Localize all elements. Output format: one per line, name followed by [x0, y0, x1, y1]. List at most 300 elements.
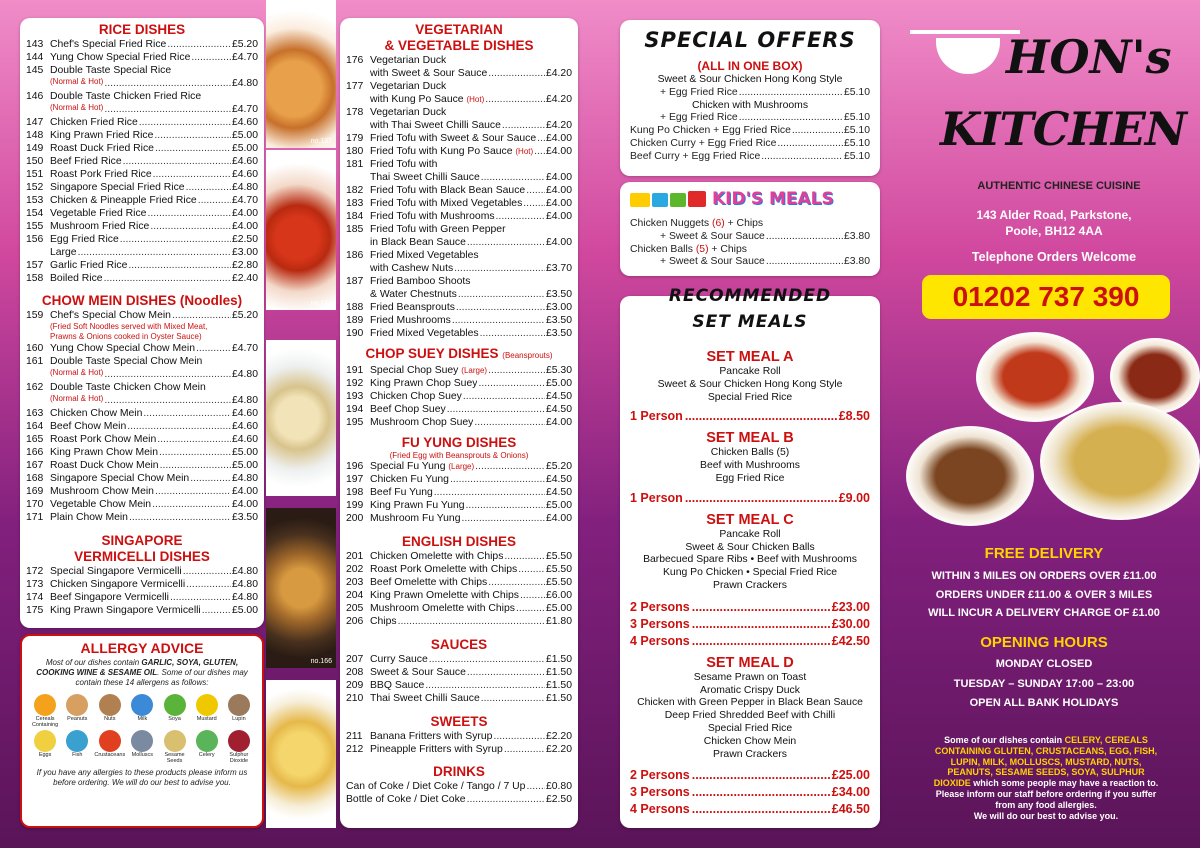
menu-item [346, 460, 572, 473]
menu-item [26, 446, 258, 459]
veg-title-2: & VEGETABLE DISHES [384, 38, 534, 53]
menu-item [26, 103, 258, 116]
leader-dots [104, 103, 231, 116]
item-name-2: & Water Chestnuts [370, 289, 457, 300]
item-name: King Prawn Chop Suey [370, 378, 478, 389]
leader-dots [467, 666, 545, 679]
menu-item [346, 314, 572, 327]
rice-panel [20, 18, 264, 628]
item-name-wrap [370, 550, 503, 563]
item-name: Chicken Chow Mein [50, 408, 143, 419]
leader-dots [475, 460, 545, 473]
item-name: Fried Mixed Vegetables [370, 328, 479, 339]
item-name: Special Chop Suey [370, 365, 459, 376]
leader-dots [183, 565, 231, 578]
allergen-label: Peanuts [67, 716, 88, 722]
item-name-wrap [370, 390, 462, 403]
item-number: 168 [26, 473, 44, 484]
kids-a: Chicken Nuggets [630, 218, 713, 229]
allergen-label: Crustaceans [94, 752, 126, 758]
item-name-wrap [370, 563, 517, 576]
menu-item [26, 116, 258, 129]
item-name: Double Taste Chicken Chow Mein [50, 382, 206, 393]
item-number: 155 [26, 221, 44, 232]
item-name: Roast Duck Fried Rice [50, 143, 154, 154]
set-meal-line: Egg Fried Rice [715, 472, 785, 484]
item-number: 194 [346, 404, 364, 415]
allergen-icons [30, 694, 254, 764]
item-number: 201 [346, 551, 364, 562]
allergen-icon [99, 694, 121, 716]
item-name-wrap [50, 155, 122, 168]
item-name-wrap [50, 51, 190, 64]
set-meal-line: Special Fried Rice [707, 722, 793, 734]
item-price: £4.60 [231, 117, 258, 128]
item-price: £1.50 [545, 654, 572, 665]
item-price: £4.70 [231, 104, 258, 115]
item-number: 161 [26, 356, 44, 367]
item-price: £4.80 [231, 182, 258, 193]
set-meal-line: Special Fried Rice [707, 391, 793, 403]
allergen-8 [62, 730, 92, 764]
leader-dots [488, 576, 545, 589]
item-price: £5.00 [545, 603, 572, 614]
item-number: 145 [26, 65, 44, 76]
item-name-wrap [50, 207, 146, 220]
set-meal-price [630, 490, 870, 507]
allergen-13 [224, 730, 254, 764]
item-name: Fried Tofu with Kung Po Sauce [370, 146, 513, 157]
item-price: £4.70 [231, 195, 258, 206]
item-price: £4.00 [231, 221, 258, 232]
leader-dots [458, 288, 545, 301]
item-name-2: in Black Bean Sauce [370, 237, 466, 248]
kids-item [630, 231, 870, 244]
item-name-cont [370, 171, 480, 184]
item-name: Beef Chow Mein [50, 421, 127, 432]
menu-item [346, 377, 572, 390]
leader-dots [739, 87, 843, 100]
set-meal-price [630, 633, 870, 650]
kids-a2: + Chips [724, 218, 764, 229]
menu-item [26, 233, 258, 246]
allergen-icon [164, 730, 186, 752]
allergen-label: Cereals Containing [31, 716, 59, 728]
item-name: King Prawn Chow Mein [50, 447, 158, 458]
price: £42.50 [831, 633, 870, 648]
kids-list [630, 218, 870, 269]
item-number: 197 [346, 474, 364, 485]
offer-item [630, 138, 870, 151]
menu-item [346, 236, 572, 249]
item-number: 199 [346, 500, 364, 511]
item-number: 170 [26, 499, 44, 510]
offer-item [630, 125, 870, 138]
kids-line [630, 218, 870, 231]
chowmein-title: CHOW MEIN DISHES (Noodles) [41, 293, 243, 308]
item-name: Mushroom Chop Suey [370, 417, 474, 428]
veg-list [346, 54, 572, 340]
leader-dots [685, 490, 837, 507]
leader-dots [481, 692, 545, 705]
menu-item [26, 368, 258, 381]
allergen-2 [94, 694, 125, 728]
item-name: Vegetarian Duck [370, 107, 447, 118]
menu-item-line [346, 275, 572, 288]
item-name-wrap [370, 679, 424, 692]
price: £25.00 [831, 768, 870, 783]
allergy-intro: Most of our dishes contain GARLIC, SOYA, GLUTEN, COOKING WINE & SESAME OIL. Some of our dishes may contain these 14 allergens as follows: [36, 658, 248, 687]
leader-dots [534, 145, 545, 158]
item-indent [26, 394, 50, 407]
item-name-wrap [50, 511, 128, 524]
offer-price: £5.10 [843, 125, 870, 137]
item-number: 169 [26, 486, 44, 497]
item-number: 196 [346, 461, 364, 472]
item-price: £4.20 [545, 94, 572, 105]
item-name-wrap [346, 780, 525, 793]
menu-item [346, 171, 572, 184]
item-name-cont [370, 119, 501, 132]
item-price: £3.50 [545, 315, 572, 326]
menu-item [26, 38, 258, 51]
menu-item-line [346, 249, 572, 262]
item-price: £4.60 [231, 408, 258, 419]
offers-subtitle: (ALL IN ONE BOX) [697, 59, 803, 73]
item-name: Double Taste Chicken Fried Rice [50, 91, 202, 102]
menu-item [346, 132, 572, 145]
allergen-6 [224, 694, 254, 728]
price: £34.00 [831, 785, 870, 800]
menu-item [26, 77, 258, 90]
menu-item [346, 364, 572, 377]
item-price: £5.20 [545, 461, 572, 472]
item-name: Chicken Chop Suey [370, 391, 462, 402]
item-price: £1.50 [545, 680, 572, 691]
item-name-wrap [370, 314, 451, 327]
item-name-wrap [50, 342, 195, 355]
item-name-wrap [370, 197, 522, 210]
item-name: King Prawn Singapore Vermicelli [50, 605, 201, 616]
item-name: Yung Chow Special Chow Mein [50, 343, 195, 354]
menu-item [346, 473, 572, 486]
price: £8.50 [838, 409, 870, 424]
item-number: 162 [26, 382, 44, 393]
menu-item [26, 181, 258, 194]
leader-dots [147, 207, 231, 220]
leader-dots [159, 446, 231, 459]
item-number: 200 [346, 513, 364, 524]
leader-dots [104, 77, 231, 90]
item-name: Vegetable Chow Mein [50, 499, 152, 510]
kids-line [630, 244, 870, 257]
item-number: 203 [346, 577, 364, 588]
set-meal-line: Aromatic Crispy Duck [700, 684, 800, 696]
set-meal-price [630, 408, 870, 425]
item-price: £4.00 [231, 486, 258, 497]
leader-dots [520, 589, 545, 602]
item-price: £4.80 [231, 566, 258, 577]
item-name-wrap [50, 246, 77, 259]
persons: 3 Persons [630, 616, 690, 631]
leader-dots [167, 38, 231, 51]
item-name: Fried Tofu with Sweet & Sour Sauce [370, 133, 537, 144]
item-name-wrap [50, 168, 152, 181]
item-number: 160 [26, 343, 44, 354]
chopsuey-title: CHOP SUEY DISHES (Beansprouts) [365, 346, 553, 361]
item-name-wrap [370, 499, 465, 512]
leader-dots [504, 743, 545, 756]
leader-dots [692, 767, 830, 784]
item-price: £2.50 [231, 234, 258, 245]
menu-item [26, 433, 258, 446]
item-name-wrap [370, 576, 487, 589]
kids-title: KID'S MEALS [712, 189, 834, 209]
leader-dots [692, 801, 830, 818]
item-price: £2.40 [231, 273, 258, 284]
item-name-wrap [370, 301, 455, 314]
item-number: 146 [26, 91, 44, 102]
item-name: Can of Coke / Diet Coke / Tango / 7 Up [346, 781, 526, 792]
allergy-panel [20, 634, 264, 828]
leader-dots [685, 408, 837, 425]
leader-dots [456, 301, 545, 314]
address-line-2: Poole, BH12 4AA [1005, 224, 1103, 238]
menu-item [26, 309, 258, 322]
item-name-wrap [370, 460, 474, 473]
menu-item-line [346, 223, 572, 236]
fuyung-list [346, 460, 572, 525]
item-price: £5.00 [231, 447, 258, 458]
item-price: £6.00 [545, 590, 572, 601]
item-number: 204 [346, 590, 364, 601]
menu-item [26, 604, 258, 617]
leader-dots [160, 459, 231, 472]
item-name-wrap [50, 446, 158, 459]
item-price: £1.50 [545, 667, 572, 678]
set-meal-line: Sweet & Sour Chicken Balls [685, 541, 815, 553]
allergen-label: Nuts [104, 716, 116, 722]
allergen-5 [192, 694, 222, 728]
leader-dots [485, 93, 545, 106]
item-name: Banana Fritters with Syrup [370, 731, 493, 742]
leader-dots [129, 511, 231, 524]
item-number: 149 [26, 143, 44, 154]
food-photo-137: no.137 [266, 0, 336, 148]
delivery-line-2: ORDERS UNDER £11.00 & OVER 3 MILES [935, 589, 1153, 601]
item-name-wrap [50, 407, 142, 420]
item-price: £5.50 [545, 564, 572, 575]
item-number: 189 [346, 315, 364, 326]
item-name: Beef Chop Suey [370, 404, 446, 415]
item-number: 190 [346, 328, 364, 339]
offer-item [630, 87, 870, 100]
item-number: 151 [26, 169, 44, 180]
item-number: 143 [26, 39, 44, 50]
item-name-wrap [50, 129, 153, 142]
set-meal-line: Prawn Crackers [713, 579, 787, 591]
item-indent [346, 93, 370, 106]
kids-sauce: + Sweet & Sour Sauce [660, 256, 765, 268]
item-price: £4.00 [545, 513, 572, 524]
item-name: Roast Pork Omelette with Chips [370, 564, 518, 575]
item-name-2: with Sweet & Sour Sauce [370, 68, 488, 79]
leader-dots [766, 256, 843, 269]
item-price: £4.70 [231, 343, 258, 354]
item-price: £3.70 [545, 263, 572, 274]
allergen-label: Fish [72, 752, 83, 758]
menu-item [26, 578, 258, 591]
item-name: King Prawn Omelette with Chips [370, 590, 519, 601]
leader-dots [463, 390, 545, 403]
item-number: 171 [26, 512, 44, 523]
menu-item [346, 679, 572, 692]
menu-item [26, 194, 258, 207]
item-price: £5.50 [545, 577, 572, 588]
menu-item [26, 472, 258, 485]
sets-title-2: SET MEALS [692, 312, 808, 332]
menu-item [346, 653, 572, 666]
delivery-title: FREE DELIVERY [984, 545, 1104, 562]
menu-item [26, 142, 258, 155]
item-number: 163 [26, 408, 44, 419]
item-price: £4.80 [231, 592, 258, 603]
item-name-cont [370, 288, 457, 301]
menu-item [26, 207, 258, 220]
item-price: £4.50 [545, 391, 572, 402]
allergen-icon [164, 694, 186, 716]
item-number: 198 [346, 487, 364, 498]
menu-item [26, 485, 258, 498]
set-meal-line: Chicken Chow Mein [703, 735, 797, 747]
item-name: Fried Bamboo Shoots [370, 276, 471, 287]
phone-number[interactable]: 01202 737 390 [922, 275, 1170, 319]
offer-name: Kung Po Chicken + Egg Fried Rice [630, 125, 791, 137]
leader-dots [198, 194, 231, 207]
item-name-wrap [50, 459, 159, 472]
leader-dots [202, 604, 231, 617]
item-name: Chicken Fu Yung [370, 474, 449, 485]
item-name-wrap [50, 433, 156, 446]
leader-dots [739, 112, 843, 125]
allergen-icon [66, 730, 88, 752]
leader-dots [488, 364, 545, 377]
chopsuey-list [346, 364, 572, 429]
item-number: 182 [346, 185, 364, 196]
item-number: 188 [346, 302, 364, 313]
item-price: £4.00 [545, 146, 572, 157]
item-price: £4.00 [231, 499, 258, 510]
item-number: 178 [346, 107, 364, 118]
item-number: 208 [346, 667, 364, 678]
item-price: £3.00 [231, 247, 258, 258]
item-name-wrap [50, 38, 166, 51]
item-number: 211 [346, 731, 363, 742]
veg-title-1: VEGETARIAN [415, 22, 503, 37]
item-name: Chef's Special Chow Mein [50, 310, 171, 321]
allergen-icon [228, 694, 250, 716]
set-meal-line: Pancake Roll [719, 366, 781, 377]
item-price: £4.50 [545, 487, 572, 498]
kids-header [630, 186, 870, 212]
item-name: Sweet & Sour Sauce [370, 667, 466, 678]
set-meal-line: Pancake Roll [719, 528, 781, 540]
menu-item [346, 563, 572, 576]
item-name: BBQ Sauce [370, 680, 425, 691]
allergen-label: Eggs [38, 752, 52, 758]
leader-dots [474, 416, 545, 429]
item-name-wrap [370, 589, 519, 602]
item-number: 206 [346, 616, 364, 627]
item-name: Chicken & Pineapple Fried Rice [50, 195, 197, 206]
item-name-wrap [370, 653, 428, 666]
sets-panel [620, 286, 880, 828]
set-meal-line: Sweet & Sour Chicken Hong Kong Style [657, 378, 843, 390]
menu-item [346, 666, 572, 679]
item-indent [26, 368, 50, 381]
allergen-label: Sulphur Dioxide [229, 752, 249, 764]
item-name: Roast Pork Chow Mein [50, 434, 157, 445]
chowmein-list [26, 309, 258, 524]
item-price: £1.50 [545, 693, 572, 704]
item-name: Chicken Singapore Vermicelli [50, 579, 186, 590]
item-name-wrap [50, 90, 201, 103]
allergen-icon [131, 730, 153, 752]
item-price: £5.00 [231, 605, 258, 616]
tagline: AUTHENTIC CHINESE CUISINE [977, 180, 1141, 192]
leader-dots [792, 125, 843, 138]
kids-price: £3.80 [843, 256, 870, 268]
telephone-label: Telephone Orders Welcome [971, 250, 1137, 264]
set-meal-line: Deep Fried Shredded Beef with Chilli [664, 710, 836, 722]
item-tag: (Large) [448, 462, 475, 471]
item-name: Singapore Special Chow Mein [50, 473, 190, 484]
persons: 3 Persons [630, 785, 690, 800]
allergen-icon [99, 730, 121, 752]
kids-a: Chicken Balls [630, 243, 696, 255]
item-price: £4.00 [545, 185, 572, 196]
item-name-wrap [50, 181, 185, 194]
set-meal-title: SET MEAL B [706, 430, 794, 447]
menu-item [346, 93, 572, 106]
sets-title-1: RECOMMENDED [668, 286, 832, 306]
drinks-title: DRINKS [433, 764, 485, 779]
leader-dots [467, 236, 545, 249]
allergen-12 [192, 730, 222, 764]
item-price: £4.60 [231, 169, 258, 180]
allergen-label: Mustard [196, 716, 217, 722]
menu-item [26, 64, 258, 77]
persons: 4 Persons [630, 633, 690, 648]
menu-item [26, 591, 258, 604]
item-name-wrap [50, 64, 171, 77]
item-price: £5.20 [231, 310, 258, 321]
item-name: Thai Sweet Chilli Sauce [370, 693, 480, 704]
leader-dots [526, 184, 545, 197]
item-name-wrap [50, 194, 197, 207]
menu-item [346, 793, 572, 806]
leader-dots [777, 138, 843, 151]
item-price: £4.00 [545, 211, 572, 222]
item-note: (Normal & Hot) [50, 394, 104, 403]
item-price: £4.50 [545, 404, 572, 415]
item-name: Beef Singapore Vermicelli [50, 592, 169, 603]
item-name: Vegetarian Duck [370, 81, 447, 92]
leader-dots [152, 498, 231, 511]
leader-dots [523, 197, 545, 210]
address-line-1: 143 Alder Road, Parkstone, [976, 208, 1132, 222]
item-name-wrap [370, 692, 480, 705]
